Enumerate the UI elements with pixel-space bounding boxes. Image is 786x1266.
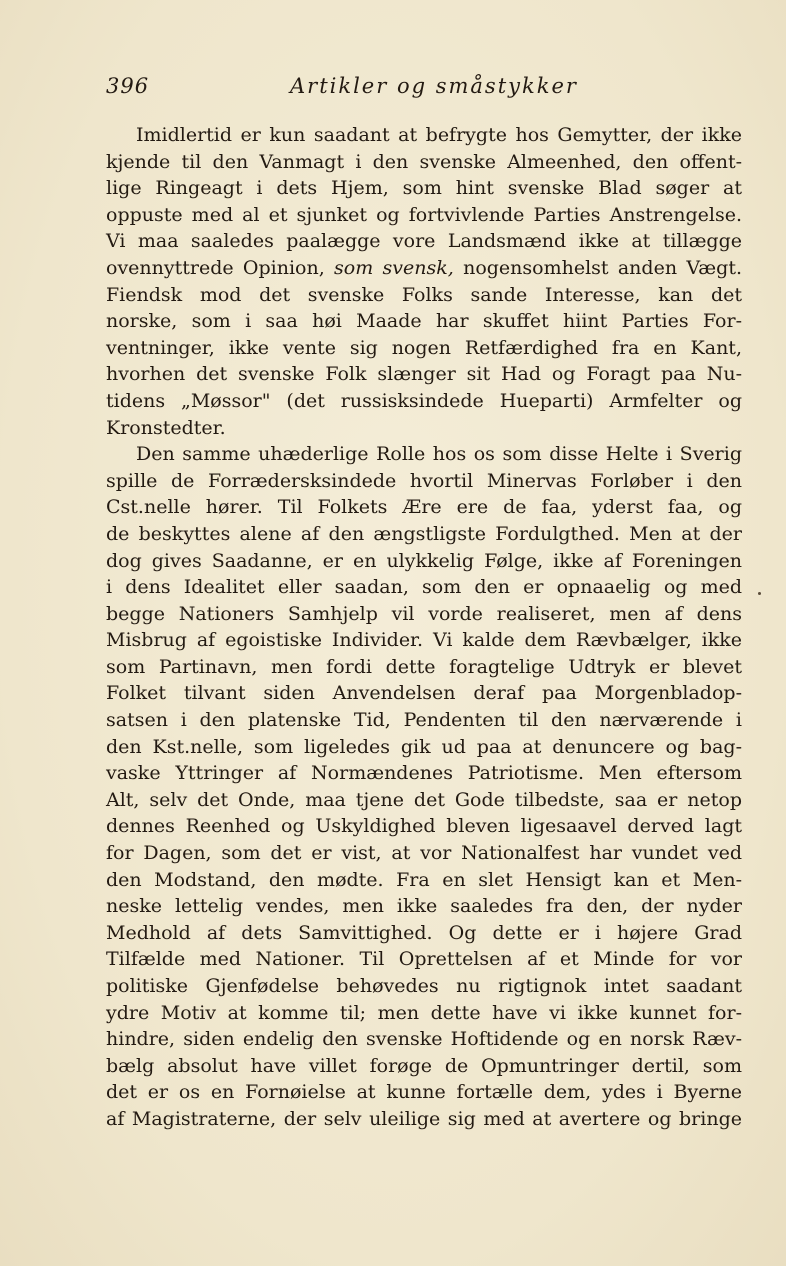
text-line: Folket tilvant siden Anvendelsen deraf paa Morgenbladop- [106,682,742,705]
text-line: Den samme uhæderlige Rolle hos os som disse Helte i Sverig [136,443,742,466]
text-line: for Dagen, som det er vist, at vor Nationalfest har vundet ved [106,842,742,865]
text-line: ydre Motiv at komme til; men dette have vi ikke kunnet for- [106,1001,742,1024]
text-line: bælg absolut have villet forøge de Opmuntringer dertil, som [106,1054,742,1077]
text-line-with-emphasis [106,255,742,282]
text-line: kjende til den Vanmagt i den svenske Almeenhed, den offent- [106,150,742,173]
text-line: vaske Yttringer af Normændenes Patriotisme. Men eftersom [106,762,742,785]
text-line: hindre, siden endelig den svenske Hoftidende og en norsk Ræv- [106,1028,742,1051]
text-line: ventninger, ikke vente sig nogen Retfærdighed fra en Kant, [106,336,742,359]
text-line: Vi maa saaledes paalægge vore Landsmænd ikke at tillægge [106,230,742,253]
text-fragment: nogensomhelst anden Vægt. [453,256,743,279]
emphasis-text: som svensk, [334,256,454,279]
text-line: norske, som i saa høi Maade har skuffet hiint Parties For- [106,310,742,333]
page-header [106,74,742,104]
text-line: Kronstedter. [106,416,226,439]
text-line: dennes Reenhed og Uskyldighed bleven ligesaavel derved lagt [106,815,742,838]
text-line: Tilfælde med Nationer. Til Oprettelsen af et Minde for vor [106,948,742,971]
text-line: spille de Forrædersksindede hvortil Minervas Forløber i den [106,469,742,492]
text-line: dog gives Saadanne, er en ulykkelig Følge, ikke af Foreningen [106,549,742,572]
text-line: lige Ringeagt i dets Hjem, som hint svenske Blad søger at [106,177,742,200]
text-line: neske lettelig vendes, men ikke saaledes fra den, der nyder [106,895,742,918]
text-line: hvorhen det svenske Folk slænger sit Had og Foragt paa Nu- [106,363,742,386]
text-line: det er os en Fornøielse at kunne fortælle dem, ydes i Byerne [106,1081,742,1104]
running-head: Artikler og småstykker [290,74,578,98]
text-fragment: ovennyttrede Opinion, [106,256,335,279]
text-line: politiske Gjenfødelse behøvedes nu rigtignok intet saadant [106,975,742,997]
text-line: af Magistraterne, der selv uleilige sig med at avertere og bringe [106,1107,742,1130]
text-line: begge Nationers Samhjelp vil vorde realiseret, men af dens [106,602,742,625]
text-line: Imidlertid er kun saadant at befrygte hos Gemytter, der ikke [136,124,742,146]
text-line: Misbrug af egoistiske Individer. Vi kalde dem Rævbælger, ikke [106,629,742,652]
text-line: de beskyttes alene af den ængstligste Fordulgthed. Men at der [106,522,742,545]
text-line: tidens „Møssor" (det russisksindede Hueparti) Armfelter og [106,389,742,412]
text-line: satsen i den platenske Tid, Pendenten til den nærværende i [106,709,742,732]
text-line: oppuste med al et sjunket og fortvivlende Parties Anstrengelse. [106,203,742,226]
text-line: Medhold af dets Samvittighed. Og dette er i højere Grad [106,921,742,944]
text-line: den Modstand, den mødte. Fra en slet Hensigt kan et Men- [106,868,742,891]
body-text [106,122,742,1133]
text-line: Alt, selv det Onde, maa tjene det Gode tilbedste, saa er netop [106,788,742,811]
text-line: Cst.nelle hører. Til Folkets Ære ere de faa, yderst faa, og [106,496,742,519]
margin-speck [758,592,761,595]
page-number: 396 [106,74,150,98]
text-line: Fiendsk mod det svenske Folks sande Interesse, kan det [106,283,742,306]
text-line: i dens Idealitet eller saadan, som den er opnaaelig og med [106,576,742,599]
text-line: den Kst.nelle, som ligeledes gik ud paa at denuncere og bag- [106,735,742,758]
text-line: som Partinavn, men fordi dette foragtelige Udtryk er blevet [106,655,742,678]
